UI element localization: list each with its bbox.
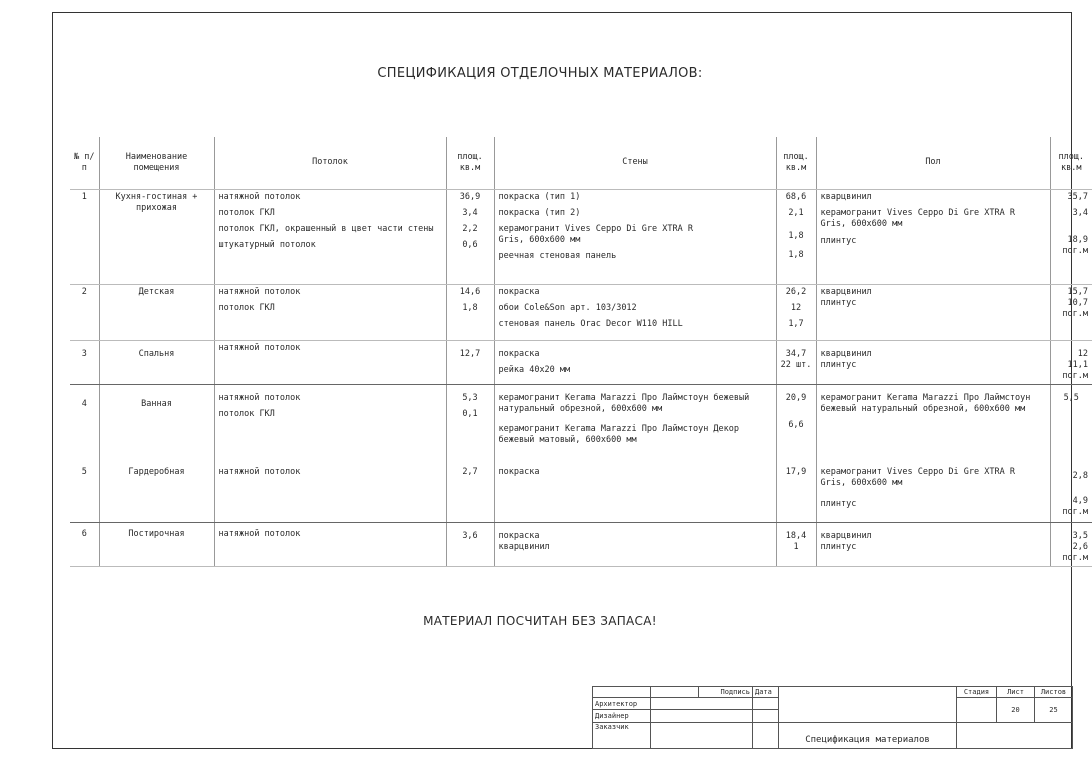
row-ceiling-area	[446, 465, 494, 523]
row-num: 1	[70, 190, 99, 285]
area-value: 12,7	[459, 349, 481, 359]
wall-item: покраска	[498, 531, 540, 542]
row-room: Детская	[99, 285, 214, 341]
row-walls-area	[776, 285, 816, 341]
header-ceiling: Потолок	[214, 137, 446, 190]
stamp-cell	[753, 722, 779, 748]
row-ceiling	[214, 385, 446, 465]
area-value: 17,9	[785, 466, 807, 477]
row-ceiling	[214, 523, 446, 567]
row-walls-area	[776, 190, 816, 285]
area-value: 34,7	[785, 349, 807, 359]
row-ceiling-area	[446, 385, 494, 465]
floor-item: кварцвинил	[820, 287, 872, 297]
ceiling-item: потолок ГКЛ	[218, 208, 275, 219]
table-row	[70, 190, 1092, 285]
table-row	[70, 465, 1092, 523]
row-floor	[816, 341, 1050, 385]
wall-item: стеновая панель Orac Decor W110 HILL	[498, 319, 683, 330]
row-num: 2	[70, 285, 99, 341]
row-ceiling	[214, 190, 446, 285]
area-value: 15,7	[1067, 287, 1088, 297]
ceiling-item: штукатурный потолок	[218, 240, 316, 251]
wall-item: покраска	[498, 287, 540, 297]
wall-item: покраска (тип 1)	[498, 192, 581, 202]
area-value: 3,4	[1072, 208, 1088, 219]
stamp-cell	[651, 722, 753, 748]
area-value: 35,7	[1067, 192, 1088, 202]
area-value: 11,1 пог.м	[1062, 360, 1088, 382]
wall-item: покраска	[498, 466, 540, 477]
header-room: Наименование помещения	[99, 137, 214, 190]
wall-item: покраска (тип 2)	[498, 208, 581, 219]
row-ceiling-area	[446, 341, 494, 385]
area-value: 36,9	[459, 192, 481, 202]
stamp-zakazchik: Заказчик	[593, 722, 651, 748]
area-value: 1,8	[788, 231, 804, 242]
table-row	[70, 285, 1092, 341]
stamp-data: Дата	[753, 687, 779, 698]
row-num: 5	[70, 465, 99, 523]
row-room: Кухня-гостиная + прихожая	[99, 190, 214, 285]
title-block	[592, 686, 1072, 749]
header-floor: Пол	[816, 137, 1050, 190]
row-ceiling-area	[446, 523, 494, 567]
stamp-cell	[593, 687, 651, 698]
stamp-listov-num: 25	[1035, 698, 1073, 722]
header-walls-area: площ. кв.м	[776, 137, 816, 190]
row-floor-area	[1050, 465, 1092, 523]
row-floor-area	[1050, 523, 1092, 567]
page-title: СПЕЦИФИКАЦИЯ ОТДЕЛОЧНЫХ МАТЕРИАЛОВ:	[377, 66, 703, 81]
area-value: 2,8	[1072, 470, 1088, 481]
floor-item: плинтус	[820, 542, 857, 553]
area-value: 10,7 пог.м	[1062, 298, 1088, 320]
row-walls	[494, 523, 776, 567]
row-walls-area	[776, 465, 816, 523]
table-row	[70, 523, 1092, 567]
area-value: 1,7	[788, 319, 804, 330]
ceiling-item: потолок ГКЛ	[218, 409, 275, 420]
area-value: 18,4	[785, 531, 807, 542]
wall-item: керамогранит Kerama Marazzi Про Лаймстоун Декор бежевый матовый, 600х600 мм	[498, 424, 740, 446]
row-ceiling-area	[446, 190, 494, 285]
row-num: 6	[70, 523, 99, 567]
ceiling-item: натяжной потолок	[218, 343, 301, 353]
ceiling-item: потолок ГКЛ, окрашенный в цвет части стены	[218, 224, 434, 235]
ceiling-item: натяжной потолок	[218, 287, 301, 297]
row-walls-area	[776, 385, 816, 465]
header-ceiling-area: площ. кв.м	[446, 137, 494, 190]
spec-table	[70, 137, 1092, 567]
row-floor	[816, 385, 1050, 465]
header-num: № п/п	[70, 137, 99, 190]
area-value: 0,6	[462, 240, 478, 251]
floor-item: кварцвинил	[820, 192, 872, 202]
row-floor	[816, 190, 1050, 285]
stamp-cell	[753, 698, 779, 710]
area-value: 2,7	[462, 466, 478, 477]
ceiling-item: натяжной потолок	[218, 393, 301, 404]
table-row	[70, 341, 1092, 385]
area-value: 14,6	[459, 287, 481, 297]
ceiling-item: натяжной потолок	[218, 466, 301, 477]
floor-item: кварцвинил	[820, 531, 872, 542]
stamp-cell	[753, 710, 779, 722]
row-walls	[494, 285, 776, 341]
area-value: 2,2	[462, 224, 478, 235]
header-floor-area: площ. кв.м	[1050, 137, 1092, 190]
row-walls	[494, 341, 776, 385]
stamp-listov: Листов	[1035, 687, 1073, 698]
table-header-row	[70, 137, 1092, 190]
table-row	[70, 385, 1092, 465]
area-value: 3,6	[462, 531, 478, 542]
area-value: 12	[1077, 349, 1088, 359]
row-walls	[494, 190, 776, 285]
row-ceiling	[214, 285, 446, 341]
row-floor-area	[1050, 190, 1092, 285]
area-value: 5,5	[1063, 393, 1079, 404]
area-value: 5,3	[462, 393, 478, 404]
area-value: 1,8	[462, 303, 478, 314]
area-value: 6,6	[788, 420, 804, 431]
stamp-cell	[651, 687, 699, 698]
area-value: 1	[793, 542, 799, 553]
area-value: 12	[790, 303, 802, 314]
floor-item: плинтус	[820, 498, 857, 509]
row-ceiling	[214, 341, 446, 385]
stamp-cell	[651, 710, 753, 722]
stamp-stadiya: Стадия	[957, 687, 997, 698]
stamp-cell	[651, 698, 753, 710]
area-value: 3,5	[1072, 531, 1088, 542]
ceiling-item: натяжной потолок	[218, 192, 301, 202]
area-value: 68,6	[785, 192, 807, 202]
wall-item: реечная стеновая панель	[498, 251, 617, 262]
wall-item: обои Cole&Son арт. 103/3012	[498, 303, 637, 314]
row-num: 3	[70, 341, 99, 385]
title-block-table	[592, 686, 1073, 749]
area-value: 3,4	[462, 208, 478, 219]
wall-item: рейка 40х20 мм	[498, 365, 571, 376]
floor-item: керамогранит Vives Ceppo Di Gre XTRA R Gris, 600x600 мм	[820, 466, 1015, 488]
area-value: 1,8	[788, 250, 804, 261]
row-room: Ванная	[99, 385, 214, 465]
floor-item: керамогранит Vives Ceppo Di Gre XTRA R Gris, 600x600 мм	[820, 208, 1015, 230]
floor-item: плинтус	[820, 360, 857, 371]
stamp-list: Лист	[997, 687, 1035, 698]
floor-item: плинтус	[820, 236, 857, 247]
stamp-podpis: Подпись	[699, 687, 753, 698]
area-value: 20,9	[785, 393, 807, 404]
stamp-list-num: 20	[997, 698, 1035, 722]
row-room: Спальня	[99, 341, 214, 385]
area-value: 26,2	[785, 287, 807, 297]
row-floor-area	[1050, 385, 1092, 465]
wall-item: керамогранит Vives Ceppo Di Gre XTRA R Gris, 600x600 мм	[498, 224, 693, 246]
wall-item: кварцвинил	[498, 542, 550, 553]
floor-item: керамогранит Kerama Marazzi Про Лаймстоун бежевый натуральный обрезной, 600х600 мм	[820, 393, 1031, 415]
row-ceiling-area	[446, 285, 494, 341]
area-value: 0,1	[462, 409, 478, 420]
row-floor-area	[1050, 341, 1092, 385]
row-walls-area	[776, 341, 816, 385]
stamp-dizayner: Дизайнер	[593, 710, 651, 722]
wall-item: керамогранит Kerama Marazzi Про Лаймстоун бежевый натуральный обрезной, 600х600 мм	[498, 393, 750, 415]
stamp-blank	[779, 687, 957, 723]
row-floor	[816, 523, 1050, 567]
ceiling-item: натяжной потолок	[218, 529, 301, 540]
row-room: Постирочная	[99, 523, 214, 567]
stamp-arkhitektor: Архитектор	[593, 698, 651, 710]
row-floor	[816, 465, 1050, 523]
row-floor	[816, 285, 1050, 341]
wall-item: покраска	[498, 349, 540, 359]
ceiling-item: потолок ГКЛ	[218, 303, 275, 314]
area-value: 22 шт.	[780, 360, 812, 371]
row-ceiling	[214, 465, 446, 523]
stamp-cell	[957, 722, 1073, 748]
area-value: 2,6 пог.м	[1062, 542, 1088, 564]
floor-item: кварцвинил	[820, 349, 872, 359]
stamp-cell	[957, 698, 997, 722]
stamp-sheet-title: Спецификация материалов	[779, 722, 957, 748]
area-value: 4,9 пог.м	[1062, 495, 1088, 517]
area-value: 18,9 пог.м	[1062, 235, 1088, 257]
floor-item: плинтус	[820, 298, 857, 309]
note-text: МАТЕРИАЛ ПОСЧИТАН БЕЗ ЗАПАСА!	[423, 614, 657, 628]
header-walls: Стены	[494, 137, 776, 190]
row-floor-area	[1050, 285, 1092, 341]
row-walls-area	[776, 523, 816, 567]
row-num: 4	[81, 399, 87, 410]
row-walls	[494, 385, 776, 465]
area-value: 2,1	[788, 208, 804, 219]
row-walls	[494, 465, 776, 523]
row-room: Гардеробная	[99, 465, 214, 523]
